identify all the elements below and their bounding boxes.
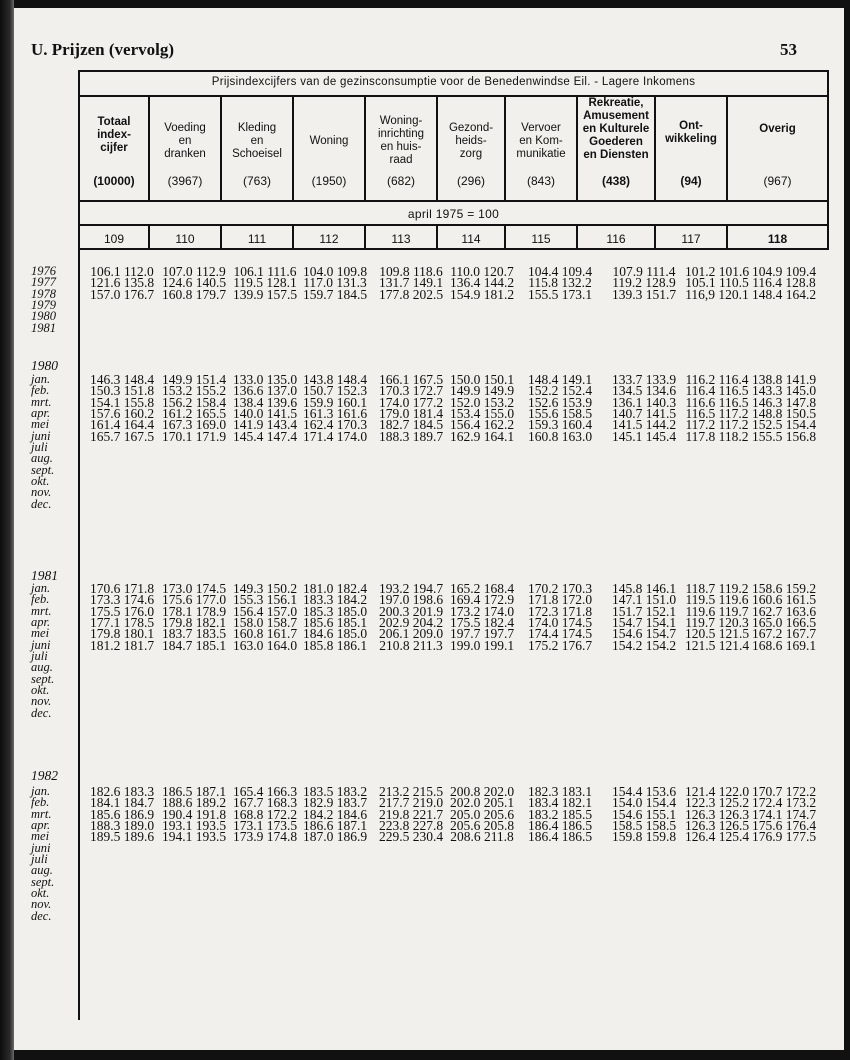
number-row-bottom-rule [78, 248, 829, 250]
col-header-voeding: Voeding en dranken [164, 121, 206, 160]
values-col-3: 133.0 135.0 136.6 137.0 138.4 139.6 140.0 141.5 141.9 143.4 145.4 147.4 [232, 372, 298, 444]
col-number: 113 [391, 232, 411, 246]
values-col-8: 154.4 153.6 154.0 154.4 154.6 155.1 158.5 158.5 159.8 159.8 [611, 784, 677, 845]
header-bottom-rule [78, 200, 829, 202]
document-page [14, 8, 844, 1050]
values-col-7: 104.4 109.4 115.8 132.2 155.5 173.1 [527, 264, 593, 302]
values-col-10: 158.6 159.2 160.6 161.5 162.7 163.6 165.0 166.5 167.2 167.7 168.6 169.1 [751, 581, 817, 653]
col-weight: (1950) [311, 174, 347, 188]
year-label-1980: 1980 [31, 358, 58, 373]
values-col-1: 170.6 171.8 173.3 174.6 175.5 176.0 177.1 178.5 179.8 180.1 181.2 181.7 [89, 581, 155, 653]
base-period-note: april 1975 = 100 [407, 207, 500, 221]
col-header-woning: Woning [309, 134, 349, 147]
col-number: 115 [531, 232, 551, 246]
values-col-8: 145.8 146.1 147.1 151.0 151.7 152.1 154.7 154.1 154.6 154.7 154.2 154.2 [611, 581, 677, 653]
col-number: 114 [461, 232, 481, 246]
year-label-1982: 1982 [31, 768, 58, 783]
page-number: 53 [780, 40, 797, 59]
col-number: 116 [606, 232, 626, 246]
values-col-4: 104.0 109.8 117.0 131.3 159.7 184.5 [302, 264, 368, 302]
year-label-1981: 1981 [31, 568, 58, 583]
col-weight: (438) [601, 174, 630, 188]
values-col-2: 107.0 112.9 124.6 140.5 160.8 179.7 [161, 264, 227, 302]
values-col-1: 106.1 112.0 121.6 135.8 157.0 176.7 [89, 264, 155, 302]
values-col-1: 182.6 183.3 184.1 184.7 185.6 186.9 188.3 189.0 189.5 189.6 [89, 784, 155, 845]
values-col-6: 200.8 202.0 202.0 205.1 205.0 205.6 205.6 205.8 208.6 211.8 [449, 784, 515, 845]
values-col-2: 149.9 151.4 153.2 155.2 156.2 158.4 161.2 165.5 167.3 169.0 170.1 171.9 [161, 372, 227, 444]
month-labels-1982: jan. feb. mrt. apr. mei juni juli aug. sept. okt. nov. dec. [31, 784, 55, 923]
table-right-border [827, 70, 829, 250]
col-header-rekreatie: Rekreatie, Amusement en Kulturele Goederen en Diensten [582, 96, 650, 161]
section-title: U. Prijzen (vervolg) [31, 40, 175, 59]
values-col-9: 118.7 119.2 119.5 119.6 119.6 119.7 119.7 120.3 120.5 121.5 121.5 121.4 [684, 581, 750, 653]
col-number: 110 [175, 232, 195, 246]
col-number: 111 [247, 232, 267, 246]
col-weight: (843) [526, 174, 555, 188]
values-col-10: 138.8 141.9 143.3 145.0 146.3 147.8 148.8 150.5 152.5 154.4 155.5 156.8 [751, 372, 817, 444]
values-col-10: 170.7 172.2 172.4 173.2 174.1 174.7 175.6 176.4 176.9 177.5 [751, 784, 817, 845]
book-binding [0, 0, 14, 1060]
col-number: 117 [681, 232, 701, 246]
values-col-1: 146.3 148.4 150.3 151.8 154.1 155.8 157.6 160.2 161.4 164.4 165.7 167.5 [89, 372, 155, 444]
values-col-9: 116.2 116.4 116.4 116.5 116.6 116.5 116.5 117.2 117.2 117.2 117.8 118.2 [685, 372, 749, 444]
values-col-6: 165.2 168.4 169.4 172.9 173.2 174.0 175.5 182.4 197.7 197.7 199.0 199.1 [449, 581, 515, 653]
values-col-5: 166.1 167.5 170.3 172.7 174.0 177.2 179.0 181.4 182.7 184.5 188.3 189.7 [378, 372, 444, 444]
table-top-rule [78, 70, 829, 72]
values-col-7: 182.3 183.1 183.4 182.1 183.2 185.5 186.4 186.5 186.4 186.5 [527, 784, 593, 845]
values-col-6: 150.0 150.1 149.9 149.9 152.0 153.2 153.4 155.0 156.4 162.2 162.9 164.1 [449, 372, 515, 444]
month-labels-1980: jan. feb. mrt. apr. mei juni juli aug. sept. okt. nov. dec. [31, 372, 55, 511]
values-col-4: 143.8 148.4 150.7 152.3 159.9 160.1 161.3 161.6 162.4 170.3 171.4 174.0 [302, 372, 368, 444]
values-col-3: 106.1 111.6 119.5 128.1 139.9 157.5 [232, 264, 298, 302]
values-col-5: 213.2 215.5 217.7 219.0 219.8 221.7 223.8 227.8 229.5 230.4 [378, 784, 444, 845]
col-weight: (763) [242, 174, 271, 188]
number-row-top-rule [78, 224, 829, 226]
values-col-3: 149.3 150.2 155.3 156.1 156.4 157.0 158.0 158.7 160.8 161.7 163.0 164.0 [232, 581, 298, 653]
values-col-8: 107.9 111.4 119.2 128.9 139.3 151.7 [611, 264, 677, 302]
table-caption: Prijsindexcijfers van de gezinsconsumptie voor de Benedenwindse Eil. - Lagere Inkomens [211, 76, 696, 88]
values-col-9: 101.2 101.6 105.1 110.5 116,9 120.1 [684, 264, 750, 302]
col-header-kleding: Kleding en Schoeisel [232, 121, 282, 160]
col-weight: (296) [456, 174, 485, 188]
values-col-4: 181.0 182.4 183.3 184.2 185.3 185.0 185.6 185.1 184.6 185.0 185.8 186.1 [302, 581, 368, 653]
values-col-5: 109.8 118.6 131.7 149.1 177.8 202.5 [378, 264, 444, 302]
col-weight: (10000) [93, 174, 135, 188]
values-col-7: 148.4 149.1 152.2 152.4 152.6 153.9 155.6 158.5 159.3 160.4 160.8 163.0 [527, 372, 593, 444]
values-col-4: 183.5 183.2 182.9 183.7 184.2 184.6 186.6 187.1 187.0 186.9 [302, 784, 368, 845]
col-header-overig: Overig [759, 122, 796, 135]
values-col-3: 165.4 166.3 167.7 168.3 168.8 172.2 173.1 173.5 173.9 174.8 [232, 784, 298, 845]
col-header-gezondheidszorg: Gezond- heids- zorg [448, 121, 494, 160]
month-labels-1981: jan. feb. mrt. apr. mei juni juli aug. sept. okt. nov. dec. [31, 581, 55, 720]
col-header-ontwikkeling: Ont- wikkeling [665, 120, 717, 145]
col-header-woninginrichting: Woning- inrichting en huis- raad [377, 115, 425, 166]
col-weight: (94) [680, 174, 702, 188]
values-col-8: 133.7 133.9 134.5 134.6 136.1 140.3 140.7 141.5 141.5 144.2 145.1 145.4 [611, 372, 677, 444]
col-header-vervoer: Vervoer en Kom- munikatie [516, 121, 566, 160]
col-header-totaal: Totaal index- cijfer [97, 115, 131, 154]
col-weight: (682) [386, 174, 415, 188]
col-number: 112 [319, 232, 339, 246]
values-col-6: 110.0 120.7 136.4 144.2 154.9 181.2 [449, 264, 515, 302]
values-col-10: 104.9 109.4 116.4 128.8 148.4 164.2 [751, 264, 817, 302]
values-col-2: 186.5 187.1 188.6 189.2 190.4 191.8 193.1 193.5 194.1 193.5 [161, 784, 227, 845]
col-weight: (967) [763, 174, 792, 188]
year-labels: 1976 1977 1978 1979 1980 1981 [31, 264, 56, 335]
values-col-9: 121.4 122.0 122.3 125.2 126.3 126.3 126.3 126.5 126.4 125.4 [684, 784, 750, 845]
values-col-2: 173.0 174.5 175.6 177.0 178.1 178.9 179.8 182.1 183.7 183.5 184.7 185.1 [161, 581, 227, 653]
col-weight: (3967) [167, 174, 203, 188]
col-number: 118 [767, 232, 788, 246]
values-col-7: 170.2 170.3 171.8 172.0 172.3 171.8 174.0 174.5 174.4 174.5 175.2 176.7 [527, 581, 593, 653]
values-col-5: 193.2 194.7 197.0 198.6 200.3 201.9 202.9 204.2 206.1 209.0 210.8 211.3 [378, 581, 444, 653]
col-number: 109 [103, 232, 125, 246]
